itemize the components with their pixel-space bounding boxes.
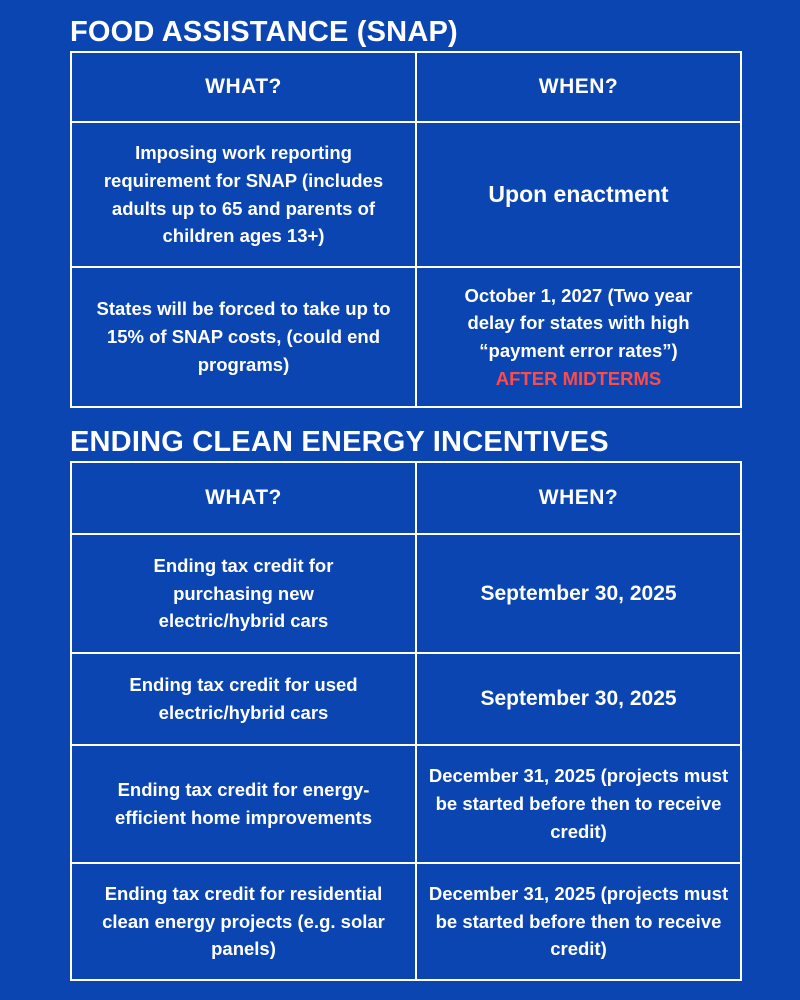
when-column-header: WHEN? (416, 52, 741, 122)
when-column-header: WHEN? (416, 462, 741, 534)
table-row (71, 534, 741, 653)
snap-section-title: FOOD ASSISTANCE (SNAP) (70, 16, 458, 48)
table-row (71, 863, 741, 980)
when-cell (416, 267, 741, 407)
what-cell: Imposing work reporting requirement for SNAP (includes adults up to 65 and parents of children ages 13+) (71, 122, 416, 267)
what-cell: Ending tax credit for used electric/hybrid cars (71, 653, 416, 745)
when-cell: September 30, 2025 (416, 534, 741, 653)
when-cell: September 30, 2025 (416, 653, 741, 745)
when-cell: December 31, 2025 (projects must be started before then to receive credit) (416, 863, 741, 980)
when-cell: December 31, 2025 (projects must be started before then to receive credit) (416, 745, 741, 863)
what-cell: Ending tax credit for residential clean energy projects (e.g. solar panels) (71, 863, 416, 980)
when-cell: Upon enactment (416, 122, 741, 267)
what-cell: States will be forced to take up to 15% of SNAP costs, (could end programs) (71, 267, 416, 407)
snap-table (70, 51, 742, 408)
clean-energy-table (70, 461, 742, 981)
what-column-header: WHAT? (71, 462, 416, 534)
table-row (71, 267, 741, 407)
table-header-row (71, 52, 741, 122)
table-header-row (71, 462, 741, 534)
when-text: October 1, 2027 (Two year delay for states with high “payment error rates”) (464, 284, 693, 361)
after-midterms-alert: AFTER MIDTERMS (495, 367, 662, 389)
table-row (71, 745, 741, 863)
table-row (71, 653, 741, 745)
table-row (71, 122, 741, 267)
what-column-header: WHAT? (71, 52, 416, 122)
clean-energy-section-title: ENDING CLEAN ENERGY INCENTIVES (70, 426, 609, 458)
what-cell: Ending tax credit for energy-efficient home improvements (71, 745, 416, 863)
what-cell: Ending tax credit for purchasing new electric/hybrid cars (71, 534, 416, 653)
